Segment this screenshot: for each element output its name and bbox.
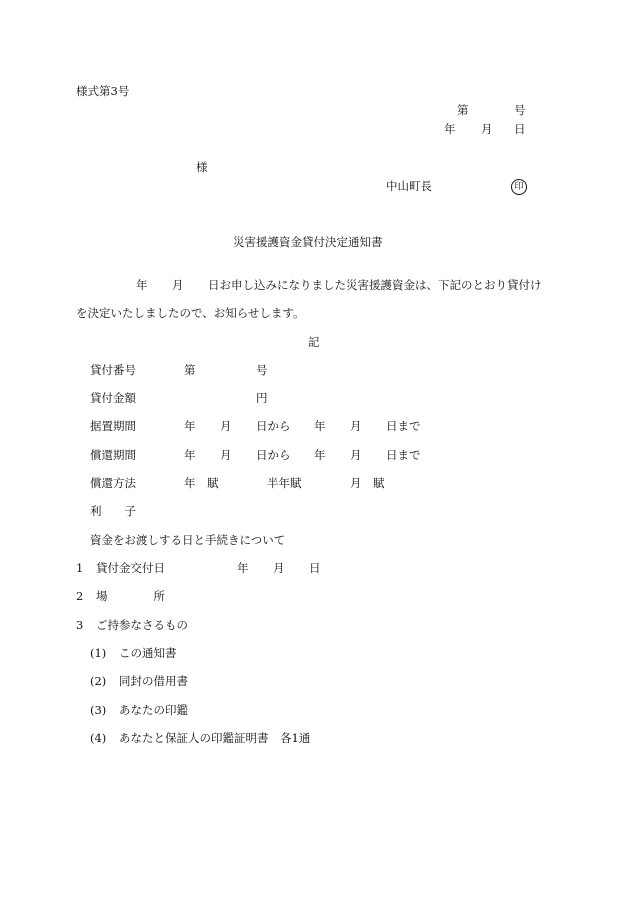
subitem-3-text: あなたの印鑑: [119, 703, 188, 717]
document-number-prefix: 第: [457, 103, 469, 117]
deferral-end-month: 月: [350, 419, 362, 433]
deferral-end-day: 日まで: [386, 419, 421, 433]
deferral-start-month: 月: [220, 419, 232, 433]
repayment-end-month: 月: [350, 448, 362, 462]
ki-heading: 記: [308, 335, 320, 349]
deferral-start-year: 年: [184, 419, 196, 433]
repayment-start-day: 日から: [256, 448, 291, 462]
repayment-start-year: 年: [184, 448, 196, 462]
body-line-1: 日お申し込みになりました災害援護資金は、下記のとおり貸付け: [208, 278, 542, 292]
seal-icon: 印: [511, 179, 527, 195]
item-1-label: 貸付金交付日: [96, 561, 165, 575]
repayment-end-year: 年: [314, 448, 326, 462]
deferral-end-year: 年: [314, 419, 326, 433]
item-1-number: 1: [76, 561, 84, 575]
item-1-day: 日: [309, 561, 321, 575]
deferral-start-day: 日から: [256, 419, 291, 433]
body-month: 月: [172, 278, 184, 292]
loan-number-label: 貸付番号: [90, 363, 136, 377]
item-2-number: 2: [76, 589, 84, 603]
repayment-method-label: 償還方法: [90, 476, 136, 490]
loan-amount-yen: 円: [256, 391, 268, 405]
subitem-2-number: (2): [90, 674, 107, 688]
item-1-month: 月: [273, 561, 285, 575]
document-number-suffix: 号: [514, 103, 526, 117]
addressee-honorific: 様: [196, 160, 208, 174]
date-day: 日: [514, 122, 526, 136]
repayment-method-semiannual: 半年賦: [267, 476, 302, 490]
repayment-period-label: 償還期間: [90, 448, 136, 462]
subitem-4-number: (4): [90, 731, 107, 745]
item-2-label: 場 所: [96, 589, 165, 603]
date-year: 年: [444, 122, 456, 136]
delivery-heading: 資金をお渡しする日と手続きについて: [90, 533, 286, 547]
subitem-4-text: あなたと保証人の印鑑証明書 各1通: [119, 731, 311, 745]
date-month: 月: [481, 122, 493, 136]
subitem-3-number: (3): [90, 703, 107, 717]
repayment-end-day: 日まで: [386, 448, 421, 462]
repayment-method-monthly: 月 賦: [350, 476, 385, 490]
document-title: 災害援護資金貸付決定通知書: [233, 235, 383, 249]
item-1-year: 年: [237, 561, 249, 575]
body-year: 年: [136, 278, 148, 292]
subitem-1-text: この通知書: [119, 646, 177, 660]
deferral-period-label: 据置期間: [90, 419, 136, 433]
subitem-2-text: 同封の借用書: [119, 674, 188, 688]
repayment-start-month: 月: [220, 448, 232, 462]
item-3-number: 3: [76, 618, 84, 632]
form-number: 様式第3号: [76, 84, 130, 98]
interest-label: 利 子: [90, 504, 136, 518]
loan-number-prefix: 第: [184, 363, 196, 377]
issuer-name: 中山町長: [386, 179, 432, 193]
loan-amount-label: 貸付金額: [90, 391, 136, 405]
body-line-2: を決定いたしましたので、お知らせします。: [76, 306, 305, 320]
repayment-method-annual: 年 賦: [184, 476, 219, 490]
subitem-1-number: (1): [90, 646, 107, 660]
item-3-label: ご持参なさるもの: [96, 618, 188, 632]
loan-number-suffix: 号: [256, 363, 268, 377]
